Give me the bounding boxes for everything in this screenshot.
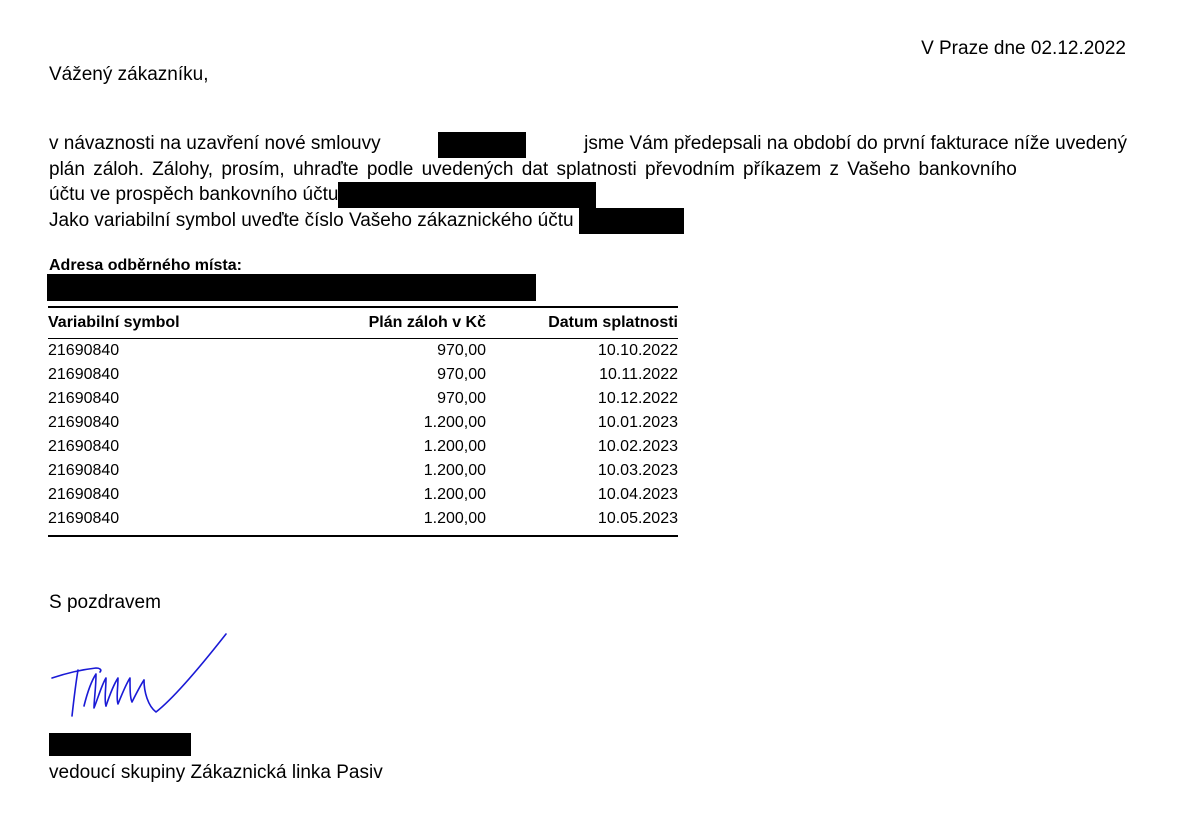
cell-amount: 1.200,00 bbox=[423, 462, 486, 479]
cell-amount: 1.200,00 bbox=[423, 438, 486, 455]
column-header-amount: Plán záloh v Kč bbox=[368, 314, 486, 331]
signature-ink bbox=[52, 634, 226, 716]
address-label: Adresa odběrného místa: bbox=[49, 257, 242, 274]
table-row bbox=[48, 483, 678, 507]
closing-salutation: S pozdravem bbox=[49, 592, 161, 613]
paragraph-line-4 bbox=[49, 208, 1127, 234]
redacted-customer-account bbox=[579, 208, 684, 234]
column-header-variable-symbol: Variabilní symbol bbox=[48, 314, 180, 331]
table-row bbox=[48, 339, 678, 363]
cell-amount: 970,00 bbox=[437, 390, 486, 407]
redacted-address bbox=[47, 274, 536, 301]
paragraph-text: plán záloh. Zálohy, prosím, uhraďte podle uvedených dat splatnosti převodním příkazem z Vašeho bankovního bbox=[49, 159, 1017, 180]
cell-due-date: 10.02.2023 bbox=[597, 438, 678, 455]
greeting: Vážený zákazníku, bbox=[49, 64, 209, 85]
cell-due-date: 10.01.2023 bbox=[597, 414, 678, 431]
table-row bbox=[48, 507, 678, 531]
place-date: V Praze dne 02.12.2022 bbox=[921, 38, 1126, 59]
table-header bbox=[48, 308, 678, 339]
cell-amount: 1.200,00 bbox=[423, 510, 486, 527]
paragraph-text: v návaznosti na uzavření nové smlouvy bbox=[49, 133, 381, 154]
table-row bbox=[48, 411, 678, 435]
cell-due-date: 10.10.2022 bbox=[597, 342, 678, 359]
redacted-bank-account bbox=[338, 182, 596, 208]
cell-variable-symbol: 21690840 bbox=[48, 414, 120, 431]
cell-due-date: 10.03.2023 bbox=[597, 462, 678, 479]
table-row bbox=[48, 459, 678, 483]
cell-due-date: 10.04.2023 bbox=[597, 486, 678, 503]
cell-variable-symbol: 21690840 bbox=[48, 390, 120, 407]
signatory-role: vedoucí skupiny Zákaznická linka Pasiv bbox=[49, 762, 383, 783]
redacted-contract-number bbox=[438, 132, 526, 158]
cell-amount: 1.200,00 bbox=[423, 414, 486, 431]
cell-variable-symbol: 21690840 bbox=[48, 366, 120, 383]
cell-variable-symbol: 21690840 bbox=[48, 342, 120, 359]
handwritten-signature bbox=[44, 628, 234, 724]
paragraph-text: jsme Vám předepsali na období do první fakturace níže uvedený bbox=[584, 133, 1127, 154]
cell-variable-symbol: 21690840 bbox=[48, 486, 120, 503]
cell-due-date: 10.05.2023 bbox=[597, 510, 678, 527]
cell-amount: 970,00 bbox=[437, 342, 486, 359]
paragraph-text: Jako variabilní symbol uveďte číslo Vašeho zákaznického účtu bbox=[49, 210, 574, 232]
table-row bbox=[48, 387, 678, 411]
paragraph-text: účtu ve prospěch bankovního účtu bbox=[49, 184, 339, 206]
table-row bbox=[48, 363, 678, 387]
paragraph-line-1 bbox=[49, 132, 1127, 158]
redacted-signatory-name bbox=[49, 733, 191, 756]
cell-variable-symbol: 21690840 bbox=[48, 462, 120, 479]
column-header-due-date: Datum splatnosti bbox=[548, 314, 678, 331]
cell-variable-symbol: 21690840 bbox=[48, 510, 120, 527]
cell-amount: 1.200,00 bbox=[423, 486, 486, 503]
table-body bbox=[48, 339, 678, 535]
payment-schedule-table bbox=[48, 306, 678, 537]
paragraph-line-2 bbox=[49, 158, 1127, 182]
cell-amount: 970,00 bbox=[437, 366, 486, 383]
cell-due-date: 10.11.2022 bbox=[599, 366, 678, 383]
table-row bbox=[48, 435, 678, 459]
paragraph-line-3 bbox=[49, 182, 1127, 208]
intro-paragraph bbox=[49, 132, 1127, 234]
cell-due-date: 10.12.2022 bbox=[597, 390, 678, 407]
cell-variable-symbol: 21690840 bbox=[48, 438, 120, 455]
